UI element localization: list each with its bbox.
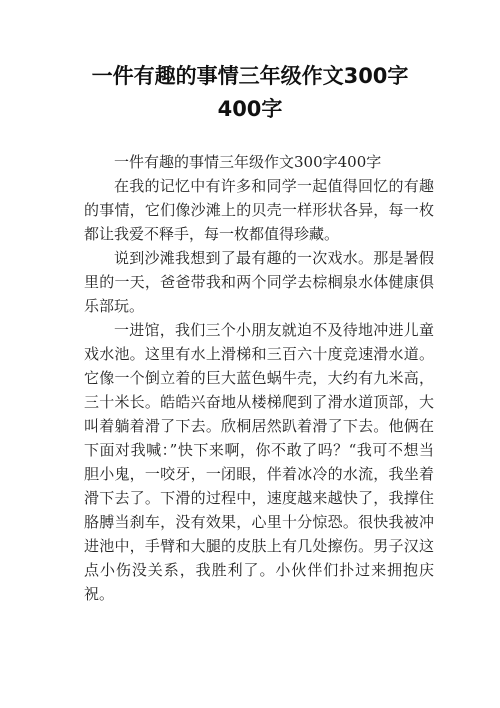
paragraph: 一进馆，我们三个小朋友就迫不及待地冲进儿童戏水池。这里有水上滑梯和三百六十度竞速滑水道。它像一个倒立着的巨大蓝色蜗牛壳，大约有九米高，三十米长。皓皓兴奋地从楼梯爬到了滑水道顶部，大叫着躺着滑了下去。欣桐居然趴着滑了下去。他俩在下面对我喊：”快下来啊，你不敢了吗？“我可不想当胆小鬼，一咬牙，一闭眼，伴着冰冷的水流，我坐着滑下去了。下滑的过程中，速度越来越快了，我撑住胳膊当刹车，没有效果，心里十分惊恐。很快我被冲进池中，手臂和大腿的皮肤上有几处擦伤。男子汉这点小伤没关系，我胜利了。小伙伴们扑过来拥抱庆祝。 [84, 321, 434, 603]
document-title: 一件有趣的事情三年级作文300字400字 [91, 64, 409, 121]
paragraph: 在我的记忆中有许多和同学一起值得回忆的有趣的事情，它们像沙滩上的贝壳一样形状各异，每一枚都让我爱不释手，每一枚都值得珍藏。 [84, 177, 434, 243]
paragraph: 一件有趣的事情三年级作文300字400字 [114, 153, 382, 171]
paragraph: 说到沙滩我想到了最有趣的一次戏水。那是暑假里的一天，爸爸带我和两个同学去棕榈泉水体健康俱乐部玩。 [84, 249, 434, 315]
document-body [84, 150, 434, 606]
